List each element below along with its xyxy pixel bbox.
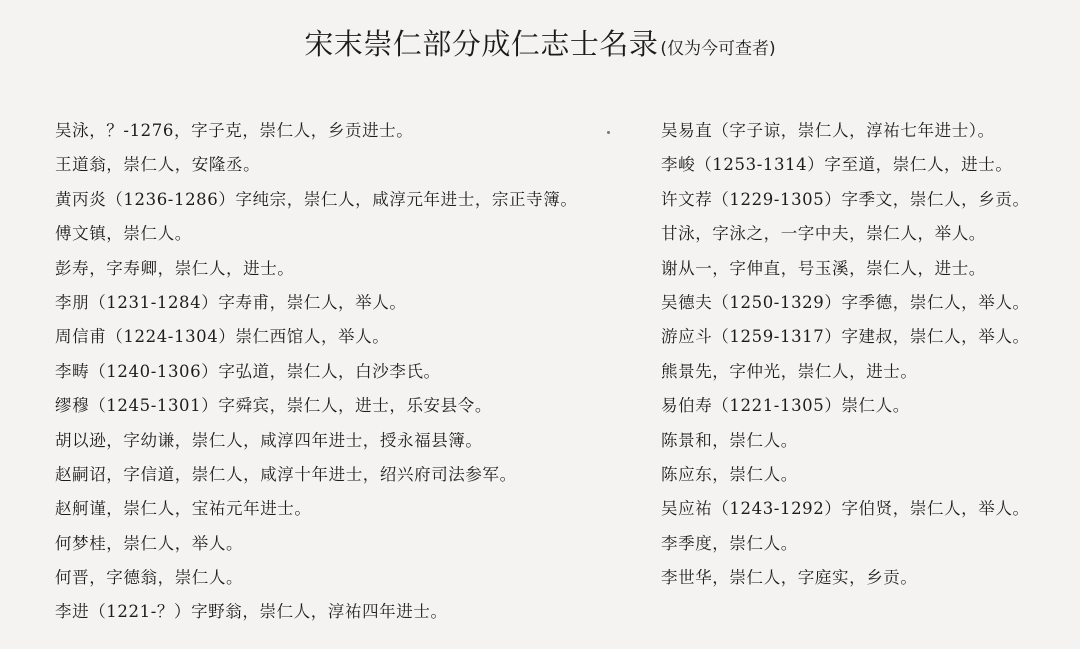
name-entry: 李进（1221-？）字野翁，崇仁人，淳祐四年进士。 [55, 602, 448, 622]
name-entry: 李世华，崇仁人，字庭实，乡贡。 [661, 568, 918, 588]
name-entry: 游应斗（1259-1317）字建叔，崇仁人，举人。 [661, 327, 1030, 347]
name-entry: 周信甫（1224-1304）崇仁西馆人，举人。 [55, 327, 390, 347]
name-entry: 赵舸谨，崇仁人，宝祐元年进士。 [55, 499, 312, 519]
name-entry: 熊景先，字仲光，崇仁人，进士。 [661, 361, 918, 381]
name-entry: 赵嗣诏，字信道，崇仁人，咸淳十年进士，绍兴府司法参军。 [55, 464, 517, 484]
title-note: (仅为今可查者) [660, 39, 776, 59]
name-entry: 谢从一，字伸直，号玉溪，崇仁人，进士。 [661, 258, 986, 278]
name-entry: 吴德夫（1250-1329）字季德，崇仁人，举人。 [661, 292, 1030, 312]
name-entry: 王道翁，崇仁人，安隆丞。 [55, 155, 261, 175]
right-column-list [661, 114, 1061, 595]
name-entry: 傅文镇，崇仁人。 [55, 224, 192, 244]
name-entry: 陈景和，崇仁人。 [661, 430, 798, 450]
name-entry: 李朋（1231-1284）字寿甫，崇仁人，举人。 [55, 292, 407, 312]
name-entry: 易伯寿（1221-1305）崇仁人。 [661, 396, 910, 416]
name-entry: 吴应祐（1243-1292）字伯贤，崇仁人，举人。 [661, 499, 1030, 519]
name-entry: 胡以逊，字幼谦，崇仁人，咸淳四年进士，授永福县簿。 [55, 430, 483, 450]
left-column-list [55, 114, 615, 630]
name-entry: 何梦桂，崇仁人，举人。 [55, 533, 244, 553]
name-entry: 李峻（1253-1314）字至道，崇仁人，进士。 [661, 155, 1013, 175]
name-entry: 吴泳，？-1276，字子克，崇仁人，乡贡进士。 [55, 121, 414, 140]
page-title: 宋末崇仁部分成仁志士名录 [304, 27, 659, 61]
name-entry: 许文荐（1229-1305）字季文，崇仁人，乡贡。 [661, 189, 1030, 209]
name-entry: 李畴（1240-1306）字弘道，崇仁人，白沙李氏。 [55, 361, 441, 381]
title-block [0, 22, 1080, 63]
name-entry: 陈应东，崇仁人。 [661, 464, 798, 484]
name-entry: 彭寿，字寿卿，崇仁人，进士。 [55, 258, 295, 278]
name-entry: 李季度，崇仁人。 [661, 533, 798, 553]
name-entry: 甘泳，字泳之，一字中夫，崇仁人，举人。 [661, 224, 986, 244]
name-entry: 吴易直（字子谅，崇仁人，淳祐七年进士）。 [661, 121, 995, 140]
name-entry: 黄丙炎（1236-1286）字纯宗，崇仁人，咸淳元年进士，宗正寺簿。 [55, 189, 578, 209]
name-entry: 何晋，字德翁，崇仁人。 [55, 568, 244, 588]
name-entry: 缪穆（1245-1301）字舜宾，崇仁人，进士，乐安县令。 [55, 396, 492, 416]
